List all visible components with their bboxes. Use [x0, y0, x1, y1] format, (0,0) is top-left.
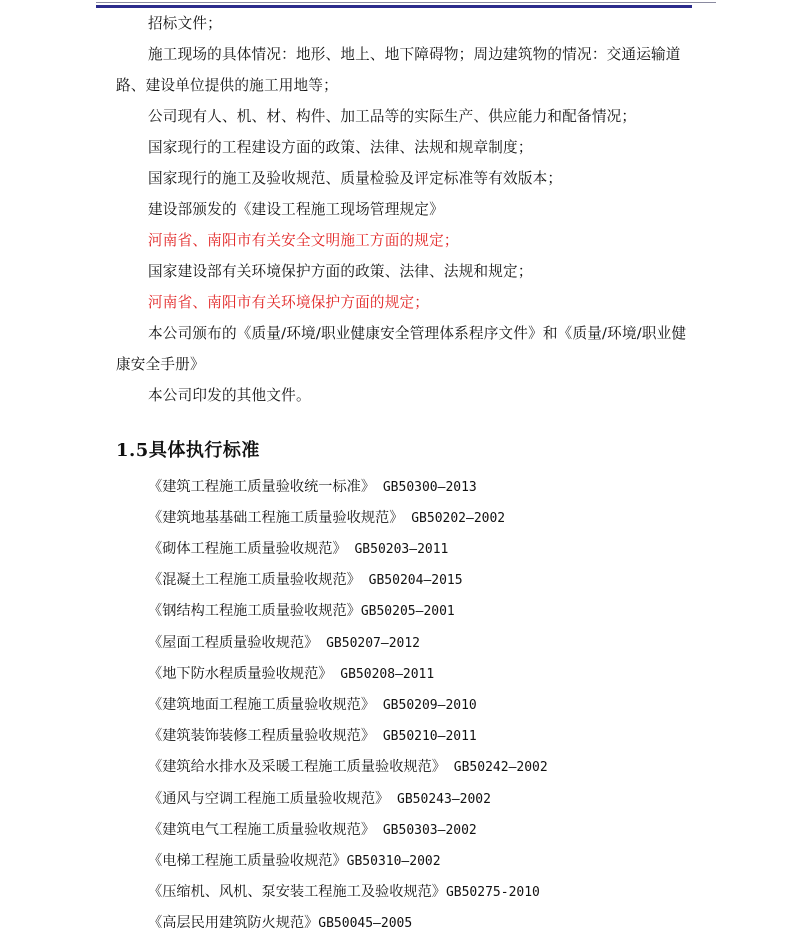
paragraph-management-system-docs: 本公司颁布的《质量/环境/职业健康安全管理体系程序文件》和《质量/环境/职业健康安全手册》: [116, 325, 687, 373]
standard-name: 《屋面工程质量验收规范》: [148, 635, 319, 651]
standard-item: [148, 539, 448, 560]
paragraph-company-capacity: 公司现有人、机、材、构件、加工品等的实际生产、供应能力和配备情况；: [148, 108, 637, 125]
paragraph-bidding-docs: 招标文件；: [148, 15, 222, 32]
standard-item: [148, 508, 505, 529]
standard-name: 《建筑工程施工质量验收统一标准》: [148, 479, 376, 495]
standard-item: [148, 570, 463, 591]
standard-code: GB50209—2010: [375, 698, 477, 713]
standard-code: GB50207—2012: [318, 636, 421, 651]
standard-item: [148, 820, 477, 841]
standard-code: GB50203—2011: [346, 542, 449, 557]
paragraph-acceptance-standards: 国家现行的施工及验收规范、质量检验及评定标准等有效版本；: [148, 170, 563, 187]
standard-code: GB50208—2011: [332, 667, 435, 682]
standard-code: GB50210—2011: [375, 729, 477, 744]
standard-item: [148, 757, 548, 778]
standard-name: 《建筑装饰装修工程质量验收规范》: [148, 728, 376, 744]
paragraph-site-conditions: 施工现场的具体情况：地形、地上、地下障碍物；周边建筑物的情况：交通运输道路、建设单位提供的施工用地等；: [116, 46, 681, 94]
standard-code: GB50205—2001: [360, 604, 455, 619]
paragraph-environment-policy: 国家建设部有关环境保护方面的政策、法律、法规和规定；: [148, 263, 533, 280]
standard-item: [148, 664, 434, 685]
standard-code: GB50242—2002: [445, 760, 548, 775]
standard-item: [148, 477, 477, 498]
standard-name: 《压缩机、风机、泵安装工程施工及验收规范》: [148, 884, 446, 900]
paragraph-other-documents: 本公司印发的其他文件。: [148, 387, 311, 404]
paragraph-site-management-rules: 建设部颁发的《建设工程施工现场管理规定》: [148, 201, 444, 218]
standard-item: [148, 726, 477, 747]
standard-name: 《建筑给水排水及采暖工程施工质量验收规范》: [148, 759, 446, 775]
standard-item: [148, 789, 491, 810]
standard-code: GB50275-2010: [445, 885, 540, 900]
header-rule-thin: [96, 2, 716, 3]
standard-name: 《地下防水程质量验收规范》: [148, 666, 333, 682]
standard-name: 《钢结构工程施工质量验收规范》: [148, 603, 361, 619]
standard-name: 《混凝土工程施工质量验收规范》: [148, 572, 361, 588]
standard-code: GB50303—2002: [375, 823, 477, 838]
standard-name: 《高层民用建筑防火规范》: [148, 915, 319, 931]
standard-name: 《建筑地基基础工程施工质量验收规范》: [148, 510, 404, 526]
section-heading: 1.5具体执行标准: [116, 440, 260, 461]
standard-item: [148, 633, 420, 654]
standard-name: 《建筑电气工程施工质量验收规范》: [148, 822, 376, 838]
paragraph-national-policy: 国家现行的工程建设方面的政策、法律、法规和规章制度；: [148, 139, 533, 156]
standard-code: GB50204—2015: [360, 573, 463, 588]
paragraph-local-safety-rules: 河南省、南阳市有关安全文明施工方面的规定；: [148, 232, 459, 249]
standard-name: 《砌体工程施工质量验收规范》: [148, 541, 347, 557]
standard-code: GB50202—2002: [403, 511, 506, 526]
standard-item: [148, 695, 477, 716]
standard-name: 《电梯工程施工质量验收规范》: [148, 853, 347, 869]
standard-item: [148, 851, 441, 872]
standard-code: GB50045—2005: [318, 916, 413, 931]
standard-item: [148, 601, 455, 622]
paragraph-local-environment-rules: 河南省、南阳市有关环境保护方面的规定；: [148, 294, 430, 311]
standard-item: [148, 913, 412, 934]
standard-code: GB50243—2002: [389, 792, 491, 807]
standard-code: GB50310—2002: [346, 854, 441, 869]
standard-code: GB50300—2013: [375, 480, 477, 495]
standard-item: [148, 882, 540, 903]
standard-name: 《通风与空调工程施工质量验收规范》: [148, 791, 390, 807]
standard-name: 《建筑地面工程施工质量验收规范》: [148, 697, 376, 713]
